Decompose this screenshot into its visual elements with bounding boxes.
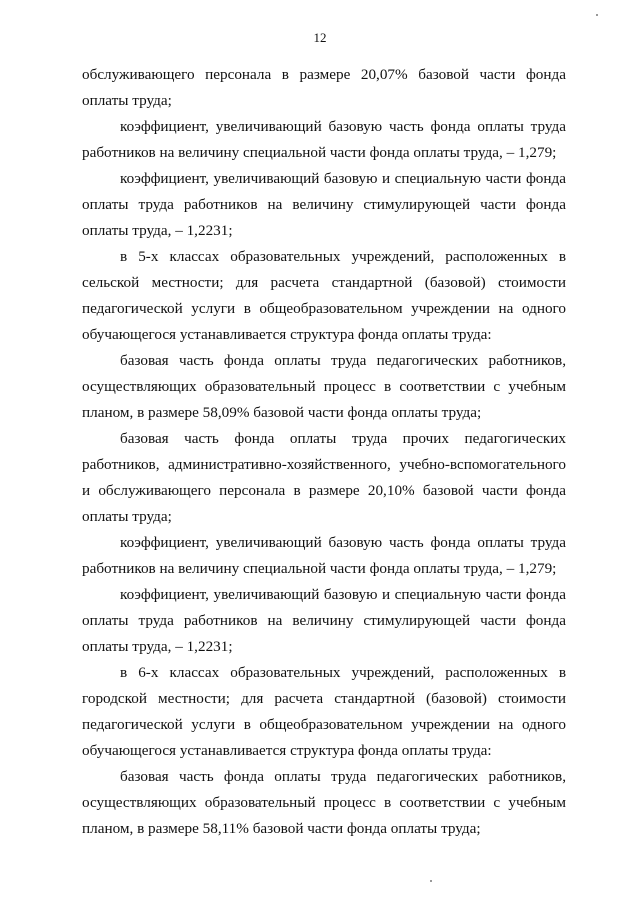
document-body	[82, 62, 566, 842]
page-number: 12	[313, 30, 327, 45]
paragraph-1: обслуживающего персонала в размере 20,07% базовой части фонда оплаты труда;	[82, 66, 566, 109]
paragraph-10: базовая часть фонда оплаты труда педагогических работников, осуществляющих образовательный процесс в соответствии с учебным планом, в размере 58,11% базовой части фонда оплаты труда;	[82, 768, 566, 837]
paragraph-4: в 5-х классах образовательных учреждений, расположенных в сельской местности; для расчета стандартной (базовой) стоимости педагогической услуги в общеобразовательном учреждении на одного обучающегося устанавливается структура фонда оплаты труда:	[82, 248, 566, 343]
scan-speck	[596, 14, 598, 16]
paragraph-2: коэффициент, увеличивающий базовую часть фонда оплаты труда работников на величину специальной части фонда оплаты труда, – 1,279;	[82, 118, 566, 161]
paragraph-7: коэффициент, увеличивающий базовую часть фонда оплаты труда работников на величину специальной части фонда оплаты труда, – 1,279;	[82, 534, 566, 577]
paragraph-9: в 6-х классах образовательных учреждений, расположенных в городской местности; для расчета стандартной (базовой) стоимости педагогической услуги в общеобразовательном учреждении на одного обучающегося устанавливается структура фонда оплаты труда:	[82, 664, 566, 759]
paragraph-8: коэффициент, увеличивающий базовую и специальную части фонда оплаты труда работников на величину стимулирующей части фонда оплаты труда, – 1,2231;	[82, 586, 566, 655]
scan-speck	[430, 880, 432, 882]
paragraph-6: базовая часть фонда оплаты труда прочих педагогических работников, административно-хозяйственного, учебно-вспомогательного и обслуживающего персонала в размере 20,10% базовой части фонда оплаты труда;	[82, 430, 566, 525]
paragraph-5: базовая часть фонда оплаты труда педагогических работников, осуществляющих образовательный процесс в соответствии с учебным планом, в размере 58,09% базовой части фонда оплаты труда;	[82, 352, 566, 421]
paragraph-3: коэффициент, увеличивающий базовую и специальную части фонда оплаты труда работников на величину стимулирующей части фонда оплаты труда, – 1,2231;	[82, 170, 566, 239]
